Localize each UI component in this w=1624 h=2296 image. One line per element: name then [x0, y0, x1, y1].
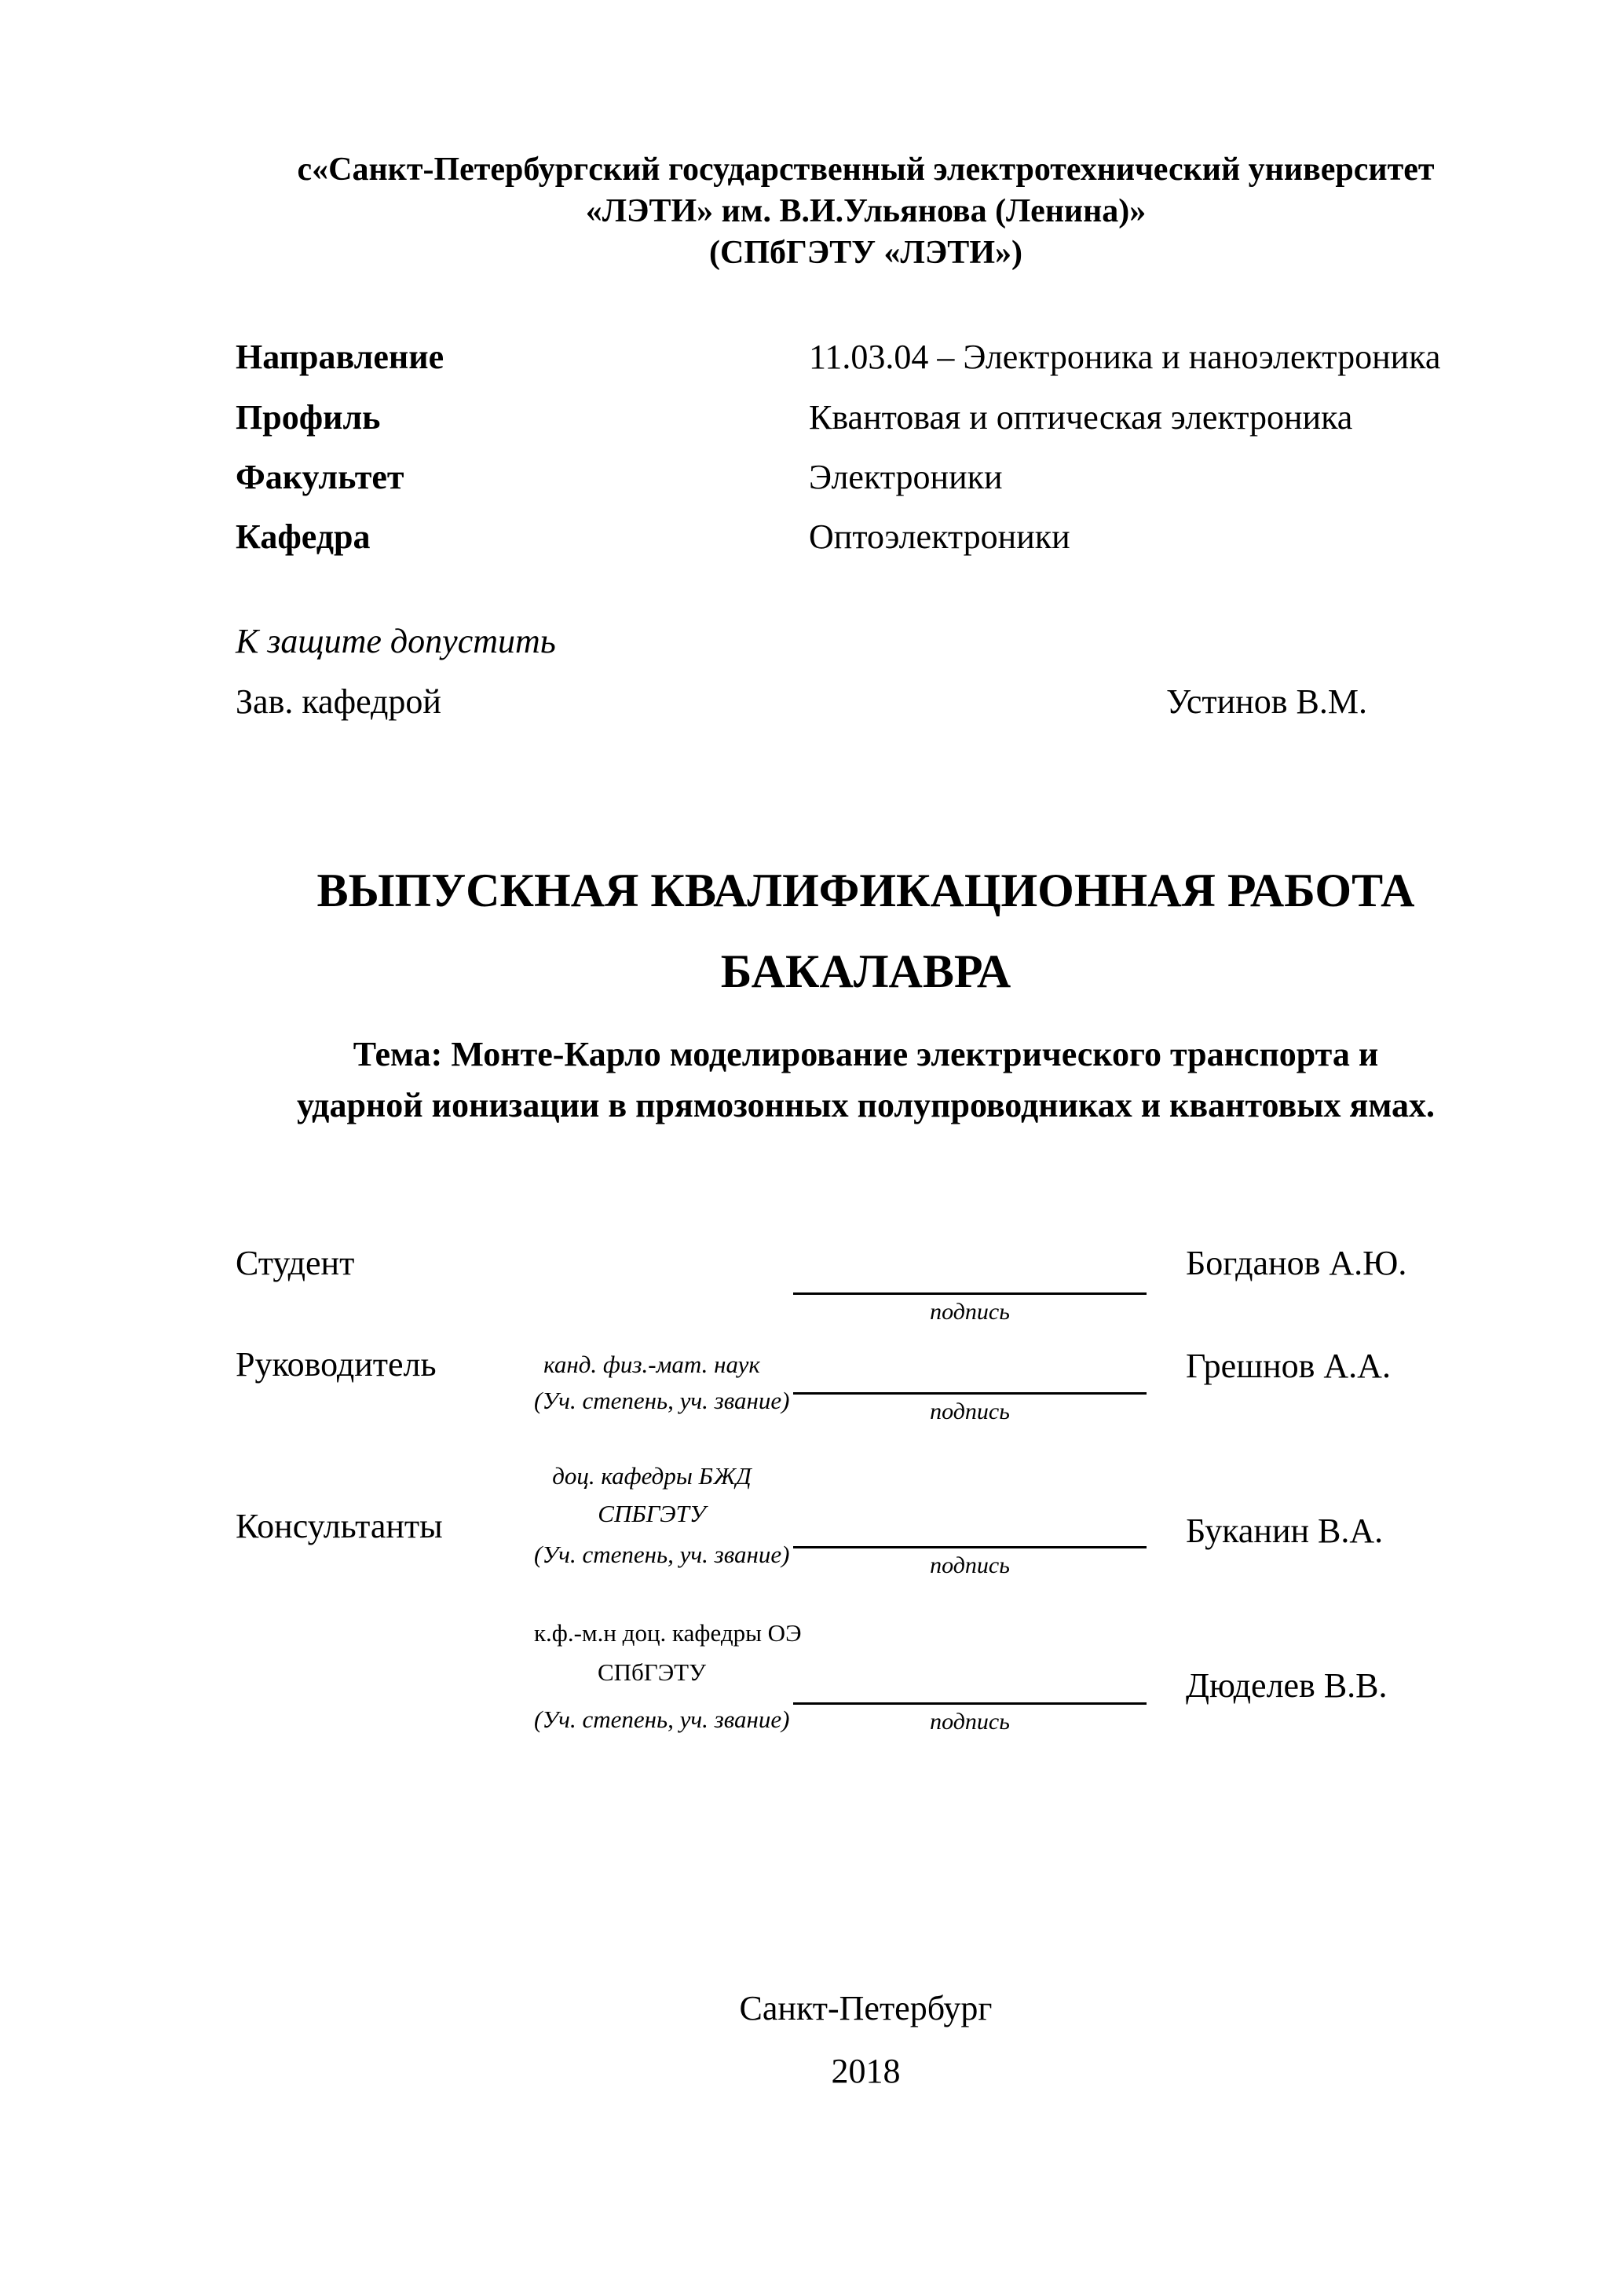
admission-role: Зав. кафедрой	[236, 682, 441, 721]
signature-caption-consultant1: подпись	[930, 1552, 1010, 1578]
header-line: (СПбГЭТУ «ЛЭТИ»)	[709, 235, 1022, 271]
consultant1-credential-position: доц. кафедры БЖД	[552, 1462, 752, 1490]
consultant1-credential-hint: (Уч. степень, уч. звание)	[534, 1541, 790, 1568]
thesis-theme	[236, 1029, 1496, 1131]
signature-caption-supervisor: подпись	[930, 1398, 1010, 1424]
header-line: «ЛЭТИ» им. В.И.Ульянова (Ленина)»	[585, 193, 1147, 229]
field-label-department: Кафедра	[236, 517, 371, 556]
consultant2-credential-university: СПбГЭТУ	[597, 1658, 707, 1686]
signer-role-supervisor: Руководитель	[236, 1345, 437, 1384]
signature-line-consultant2	[793, 1702, 1147, 1705]
signer-name-consultant1: Буканин В.А.	[1186, 1512, 1384, 1550]
signature-line-student	[793, 1292, 1147, 1295]
header-line: с«Санкт-Петербургский государственный электротехнический университет	[297, 152, 1435, 188]
signature-caption-consultant2: подпись	[930, 1709, 1010, 1735]
footer-city: Санкт-Петербург	[739, 1989, 993, 2027]
field-value-direction: 11.03.04 – Электроника и наноэлектроника	[809, 338, 1441, 376]
signer-name-consultant2: Дюделев В.В.	[1186, 1666, 1388, 1705]
field-value-profile: Квантовая и оптическая электроника	[809, 398, 1353, 437]
signer-name-supervisor: Грешнов А.А.	[1186, 1347, 1391, 1385]
work-title-line-1: ВЫПУСКНАЯ КВАЛИФИКАЦИОННАЯ РАБОТА	[316, 865, 1415, 916]
consultant2-credential-hint: (Уч. степень, уч. звание)	[534, 1706, 790, 1733]
signature-line-consultant1	[793, 1546, 1147, 1548]
signer-role-consultants: Консультанты	[236, 1507, 443, 1545]
admission-note: К защите допустить	[236, 622, 556, 660]
supervisor-credential-degree: канд. физ.-мат. наук	[543, 1351, 760, 1378]
theme-line: Тема: Монте-Карло моделирование электрического транспорта и	[353, 1035, 1379, 1073]
field-label-profile: Профиль	[236, 398, 381, 437]
consultant1-credential-university: СПБГЭТУ	[598, 1500, 706, 1527]
admission-name: Устинов В.М.	[1166, 682, 1367, 721]
field-value-department: Оптоэлектроники	[809, 517, 1070, 556]
signature-caption-student: подпись	[930, 1299, 1010, 1325]
supervisor-credential-hint: (Уч. степень, уч. звание)	[534, 1387, 790, 1414]
field-value-faculty: Электроники	[809, 458, 1003, 496]
signer-role-student: Студент	[236, 1244, 355, 1282]
consultant2-credential-position: к.ф.-м.н доц. кафедры ОЭ	[534, 1619, 802, 1647]
work-title-line-2: БАКАЛАВРА	[720, 945, 1011, 997]
footer-year: 2018	[831, 2052, 901, 2090]
signature-line-supervisor	[793, 1392, 1147, 1395]
field-label-direction: Направление	[236, 338, 444, 376]
university-header	[236, 149, 1496, 274]
theme-line: ударной ионизации в прямозонных полупроводниках и квантовых ямах.	[296, 1086, 1436, 1124]
field-label-faculty: Факультет	[236, 458, 404, 496]
signer-name-student: Богданов А.Ю.	[1186, 1244, 1407, 1282]
